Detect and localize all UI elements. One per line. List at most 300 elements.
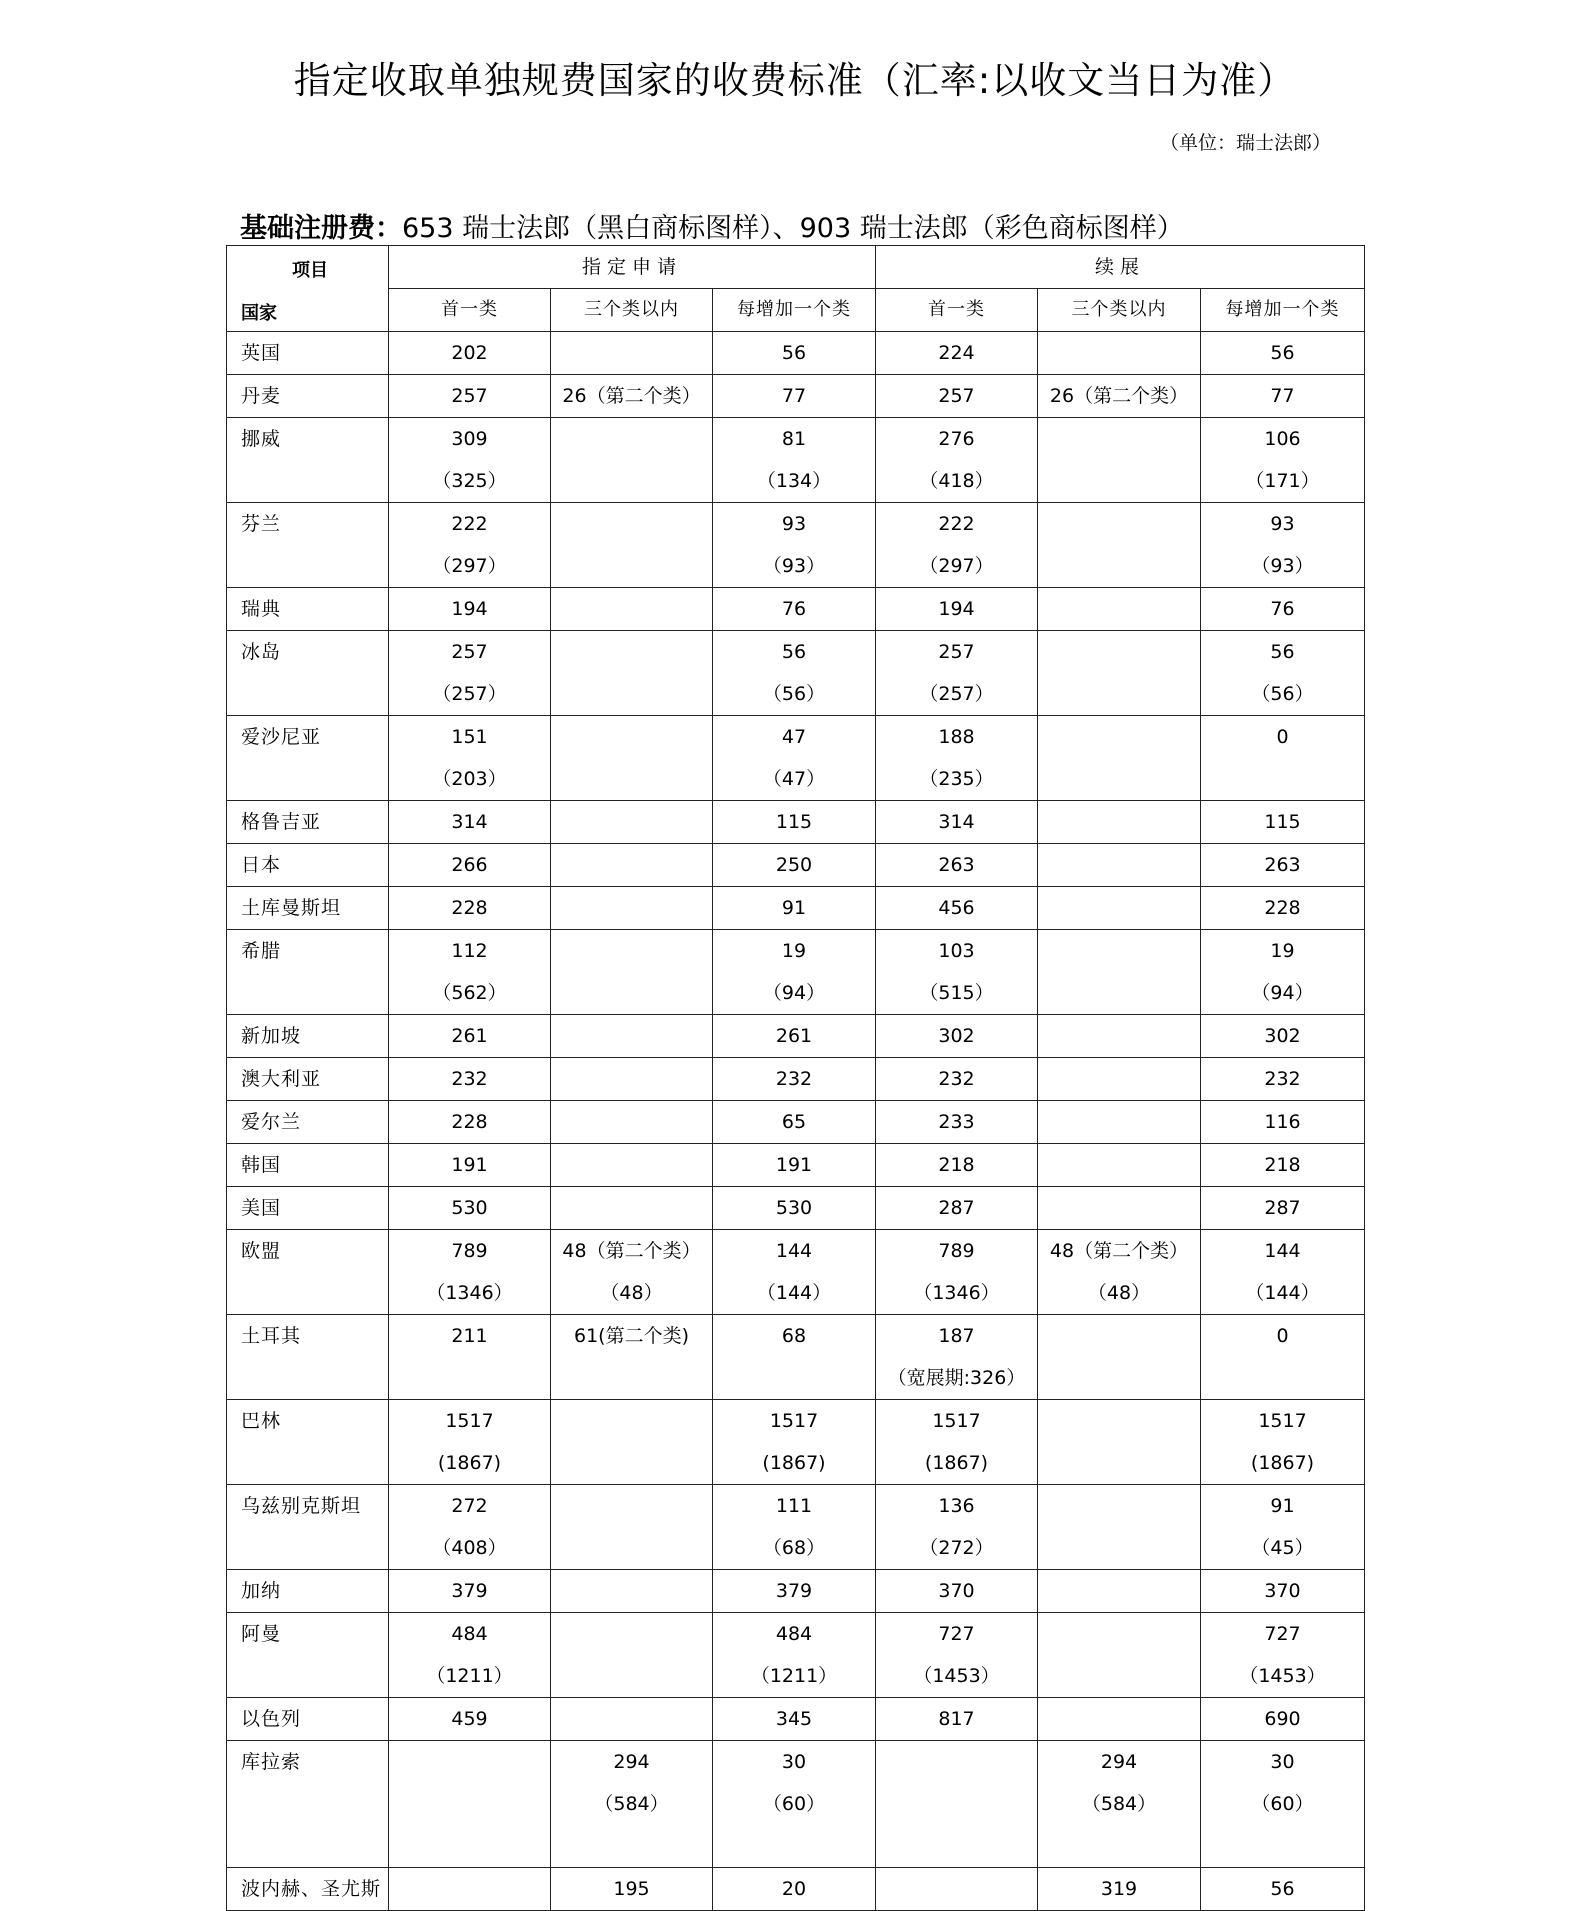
fee-value-secondary: （584） xyxy=(594,1793,669,1815)
fee-value xyxy=(1038,1485,1200,1527)
table-row xyxy=(227,1400,1365,1485)
fee-cell-designation-first-class xyxy=(389,887,551,930)
fee-cell-designation-each-additional xyxy=(713,1144,876,1187)
fee-value: 261 xyxy=(451,1025,488,1047)
fee-cell-renewal-within-three xyxy=(1038,375,1201,418)
fee-value-secondary: （94） xyxy=(762,982,826,1004)
fee-value-secondary: （60） xyxy=(1251,1793,1314,1815)
fee-value xyxy=(551,1485,712,1527)
table-row xyxy=(227,1485,1365,1570)
fee-cell-renewal-each-additional xyxy=(1201,1698,1365,1741)
fee-value: 379 xyxy=(451,1580,488,1602)
fee-value: 187 xyxy=(938,1325,975,1347)
fee-value: 93 xyxy=(781,513,807,535)
fee-cell-renewal-within-three xyxy=(1038,332,1201,375)
table-row xyxy=(227,1315,1365,1400)
fee-value xyxy=(551,801,712,843)
fee-cell-designation-each-additional xyxy=(713,631,876,716)
fee-value xyxy=(1038,332,1200,374)
fee-value: 484 xyxy=(775,1623,813,1645)
fee-cell-renewal-each-additional xyxy=(1201,375,1365,418)
fee-value-secondary: （203） xyxy=(432,768,507,790)
basic-fee-text: 653 瑞士法郎（黑白商标图样）、903 瑞士法郎（彩色商标图样） xyxy=(402,213,1184,244)
fee-value-secondary: （257） xyxy=(432,683,507,705)
fee-value xyxy=(551,503,712,545)
unit-note: （单位：瑞士法郎） xyxy=(1159,132,1331,154)
fee-cell-renewal-within-three xyxy=(1038,930,1201,1015)
fee-value: 459 xyxy=(451,1708,488,1730)
fee-value: 48（第二个类） xyxy=(562,1240,701,1262)
fee-value: 345 xyxy=(775,1708,813,1730)
fee-value xyxy=(1038,1400,1200,1442)
fee-value: 136 xyxy=(938,1495,975,1517)
fee-value-secondary: （144） xyxy=(756,1282,832,1304)
fee-cell-designation-first-class xyxy=(389,1015,551,1058)
country-name: 以色列 xyxy=(227,1698,389,1741)
fee-value: 257 xyxy=(451,385,488,407)
fee-cell-renewal-within-three xyxy=(1038,1230,1201,1315)
header-designation-first-class: 首一类 xyxy=(389,289,551,332)
fee-value: 144 xyxy=(775,1240,813,1262)
fee-value-secondary: （325） xyxy=(432,470,507,492)
fee-value: 115 xyxy=(775,811,813,833)
fee-value: 106 xyxy=(1264,428,1301,450)
country-name: 冰岛 xyxy=(227,631,389,716)
fee-cell-renewal-within-three xyxy=(1038,1400,1201,1485)
fee-cell-renewal-first-class xyxy=(876,844,1038,887)
fee-value: 195 xyxy=(613,1878,650,1900)
fee-cell-designation-each-additional xyxy=(713,844,876,887)
fee-value: 56 xyxy=(781,641,807,663)
fee-value-secondary: （60） xyxy=(762,1793,826,1815)
country-name: 土库曼斯坦 xyxy=(227,887,389,930)
fee-value: 727 xyxy=(938,1623,975,1645)
fee-value-secondary: （1453） xyxy=(1239,1665,1326,1687)
fee-value xyxy=(1038,1144,1200,1186)
country-name: 阿曼 xyxy=(227,1613,389,1698)
fee-value-secondary: （297） xyxy=(432,555,507,577)
fee-value xyxy=(876,1741,1037,1783)
fee-cell-designation-each-additional xyxy=(713,1015,876,1058)
fee-value: 218 xyxy=(1264,1154,1301,1176)
fee-cell-renewal-within-three xyxy=(1038,844,1201,887)
page-title: 指定收取单独规费国家的收费标准（汇率:以收文当日为准） xyxy=(293,59,1296,102)
fee-value xyxy=(1038,1187,1200,1229)
fee-value-secondary: （93） xyxy=(1251,555,1314,577)
country-name: 芬兰 xyxy=(227,503,389,588)
fee-value-secondary: （宽展期:326） xyxy=(887,1367,1026,1389)
fee-value: 1517 xyxy=(932,1410,981,1432)
fee-value: 261 xyxy=(775,1025,813,1047)
fee-cell-renewal-each-additional xyxy=(1201,930,1365,1015)
fee-value: 91 xyxy=(781,897,807,919)
table-row xyxy=(227,1698,1365,1741)
fee-value xyxy=(1038,418,1200,460)
fee-value-secondary: （408） xyxy=(432,1537,507,1559)
fee-cell-designation-first-class xyxy=(389,716,551,801)
fee-cell-designation-within-three xyxy=(551,1613,713,1698)
fee-cell-designation-first-class xyxy=(389,844,551,887)
fee-value-secondary xyxy=(551,1825,712,1867)
fee-cell-designation-first-class xyxy=(389,1230,551,1315)
fee-cell-renewal-each-additional xyxy=(1201,1570,1365,1613)
fee-value xyxy=(1038,1101,1200,1143)
fee-value-secondary: (1867) xyxy=(762,1452,826,1474)
fee-cell-designation-each-additional xyxy=(713,1741,876,1868)
fee-value: 26（第二个类） xyxy=(562,385,701,407)
fee-value-secondary: （144） xyxy=(1245,1282,1320,1304)
fee-cell-designation-within-three xyxy=(551,887,713,930)
fee-value: 77 xyxy=(781,385,807,407)
fee-value xyxy=(551,588,712,630)
fee-value: 191 xyxy=(775,1154,813,1176)
fee-value xyxy=(1038,1698,1200,1740)
fee-value-secondary: （48） xyxy=(600,1282,663,1304)
fee-cell-designation-each-additional xyxy=(713,887,876,930)
fee-value xyxy=(1038,930,1200,972)
country-name: 希腊 xyxy=(227,930,389,1015)
table-row xyxy=(227,801,1365,844)
fee-table-body xyxy=(227,332,1365,1911)
fee-value-secondary: （94） xyxy=(1251,982,1314,1004)
table-row xyxy=(227,1015,1365,1058)
fee-cell-renewal-within-three xyxy=(1038,801,1201,844)
fee-cell-designation-each-additional xyxy=(713,418,876,503)
table-row xyxy=(227,503,1365,588)
fee-value: 222 xyxy=(938,513,975,535)
fee-value xyxy=(389,1741,550,1783)
fee-value: 111 xyxy=(775,1495,813,1517)
fee-cell-renewal-first-class xyxy=(876,418,1038,503)
fee-cell-designation-within-three xyxy=(551,801,713,844)
fee-value-secondary: （1453） xyxy=(913,1665,1000,1687)
fee-value-secondary: （1211） xyxy=(750,1665,838,1687)
fee-cell-renewal-each-additional xyxy=(1201,1613,1365,1698)
fee-value: 484 xyxy=(451,1623,488,1645)
fee-cell-renewal-each-additional xyxy=(1201,1485,1365,1570)
header-country-label: 国家 xyxy=(241,303,277,324)
fee-cell-renewal-each-additional xyxy=(1201,716,1365,801)
fee-cell-designation-within-three xyxy=(551,418,713,503)
fee-value: 56 xyxy=(781,342,807,364)
fee-value-secondary xyxy=(389,1783,550,1825)
fee-cell-renewal-first-class xyxy=(876,1187,1038,1230)
fee-cell-renewal-first-class xyxy=(876,887,1038,930)
country-name: 欧盟 xyxy=(227,1230,389,1315)
fee-value: 151 xyxy=(451,726,488,748)
fee-cell-designation-each-additional xyxy=(713,1400,876,1485)
fee-value-secondary xyxy=(551,1357,712,1399)
fee-value: 211 xyxy=(451,1325,488,1347)
fee-cell-renewal-each-additional xyxy=(1201,1315,1365,1400)
fee-value xyxy=(551,1613,712,1655)
fee-cell-designation-each-additional xyxy=(713,375,876,418)
fee-cell-renewal-first-class xyxy=(876,588,1038,631)
country-name: 爱沙尼亚 xyxy=(227,716,389,801)
country-name: 格鲁吉亚 xyxy=(227,801,389,844)
country-name: 乌兹别克斯坦 xyxy=(227,1485,389,1570)
fee-cell-designation-first-class xyxy=(389,1741,551,1868)
fee-value: 232 xyxy=(451,1068,488,1090)
fee-value xyxy=(551,1570,712,1612)
fee-cell-renewal-first-class xyxy=(876,631,1038,716)
table-row xyxy=(227,418,1365,503)
fee-table xyxy=(226,245,1365,1911)
fee-cell-designation-first-class xyxy=(389,1485,551,1570)
fee-value: 727 xyxy=(1264,1623,1301,1645)
fee-value-secondary xyxy=(1201,758,1364,800)
fee-cell-renewal-first-class xyxy=(876,716,1038,801)
fee-cell-renewal-within-three xyxy=(1038,887,1201,930)
fee-cell-renewal-first-class xyxy=(876,1315,1038,1400)
fee-value: 272 xyxy=(451,1495,488,1517)
fee-cell-designation-within-three xyxy=(551,1101,713,1144)
fee-value: 68 xyxy=(781,1325,807,1347)
fee-cell-renewal-first-class xyxy=(876,1230,1038,1315)
header-renewal-within-three: 三个类以内 xyxy=(1038,289,1201,332)
fee-cell-designation-within-three xyxy=(551,1144,713,1187)
fee-value: 257 xyxy=(938,385,975,407)
fee-value-secondary xyxy=(876,1825,1037,1867)
fee-value: 91 xyxy=(1270,1495,1295,1517)
fee-value: 0 xyxy=(1276,1325,1289,1347)
fee-value: 228 xyxy=(1264,897,1301,919)
fee-cell-designation-within-three xyxy=(551,844,713,887)
fee-value: 232 xyxy=(775,1068,813,1090)
fee-cell-designation-first-class xyxy=(389,631,551,716)
fee-value: 19 xyxy=(781,940,807,962)
fee-value-secondary: （45） xyxy=(1251,1537,1314,1559)
header-designation-group: 指定申请 xyxy=(389,246,876,289)
fee-value xyxy=(551,930,712,972)
fee-value xyxy=(1038,1613,1200,1655)
fee-cell-renewal-within-three xyxy=(1038,1101,1201,1144)
fee-cell-designation-first-class xyxy=(389,1698,551,1741)
table-row xyxy=(227,1230,1365,1315)
fee-cell-renewal-within-three xyxy=(1038,1698,1201,1741)
fee-cell-designation-each-additional xyxy=(713,1101,876,1144)
fee-value xyxy=(551,631,712,673)
fee-value-secondary: （235） xyxy=(919,768,994,790)
fee-value: 302 xyxy=(1264,1025,1301,1047)
fee-value-secondary xyxy=(713,1357,875,1399)
fee-cell-renewal-first-class xyxy=(876,930,1038,1015)
country-name: 新加坡 xyxy=(227,1015,389,1058)
fee-cell-renewal-within-three xyxy=(1038,1315,1201,1400)
fee-cell-renewal-first-class xyxy=(876,1058,1038,1101)
fee-value-secondary: （584） xyxy=(1081,1793,1157,1815)
fee-cell-renewal-each-additional xyxy=(1201,1101,1365,1144)
fee-cell-designation-each-additional xyxy=(713,716,876,801)
fee-value xyxy=(551,1187,712,1229)
fee-cell-renewal-each-additional xyxy=(1201,1868,1365,1911)
country-name: 瑞典 xyxy=(227,588,389,631)
fee-value: 194 xyxy=(451,598,488,620)
table-row xyxy=(227,844,1365,887)
fee-value: 228 xyxy=(451,1111,488,1133)
fee-value-secondary: （56） xyxy=(1251,683,1314,705)
table-row xyxy=(227,930,1365,1015)
fee-cell-renewal-first-class xyxy=(876,1698,1038,1741)
fee-value: 257 xyxy=(451,641,488,663)
fee-value-secondary: (1867) xyxy=(437,1452,502,1474)
fee-cell-renewal-within-three xyxy=(1038,588,1201,631)
fee-value-secondary xyxy=(1201,1825,1364,1867)
fee-value: 20 xyxy=(781,1878,807,1900)
basic-fee-line xyxy=(240,206,1184,245)
table-row xyxy=(227,716,1365,801)
fee-value-secondary: （1346） xyxy=(913,1282,1000,1304)
fee-cell-designation-first-class xyxy=(389,1868,551,1911)
fee-cell-designation-each-additional xyxy=(713,503,876,588)
fee-value: 287 xyxy=(938,1197,975,1219)
fee-cell-designation-within-three xyxy=(551,588,713,631)
fee-cell-designation-first-class xyxy=(389,930,551,1015)
fee-cell-renewal-each-additional xyxy=(1201,1187,1365,1230)
fee-cell-renewal-each-additional xyxy=(1201,418,1365,503)
fee-cell-renewal-each-additional xyxy=(1201,1144,1365,1187)
country-name: 土耳其 xyxy=(227,1315,389,1400)
fee-value xyxy=(551,1698,712,1740)
fee-value-secondary: （272） xyxy=(919,1537,994,1559)
fee-value: 19 xyxy=(1270,940,1295,962)
fee-value: 370 xyxy=(1264,1580,1301,1602)
fee-cell-designation-within-three xyxy=(551,332,713,375)
fee-value: 789 xyxy=(451,1240,488,1262)
fee-cell-renewal-within-three xyxy=(1038,1144,1201,1187)
fee-value: 30 xyxy=(781,1751,807,1773)
fee-value: 233 xyxy=(938,1111,975,1133)
fee-value-secondary: （257） xyxy=(919,683,994,705)
fee-cell-renewal-within-three xyxy=(1038,1187,1201,1230)
country-name: 英国 xyxy=(227,332,389,375)
fee-cell-designation-first-class xyxy=(389,1058,551,1101)
fee-cell-designation-within-three xyxy=(551,1570,713,1613)
header-designation-within-three: 三个类以内 xyxy=(551,289,713,332)
fee-value: 65 xyxy=(781,1111,807,1133)
fee-value: 144 xyxy=(1264,1240,1301,1262)
fee-cell-designation-each-additional xyxy=(713,801,876,844)
table-row xyxy=(227,1613,1365,1698)
fee-value: 263 xyxy=(1264,854,1301,876)
table-row xyxy=(227,631,1365,716)
table-row xyxy=(227,375,1365,418)
fee-cell-designation-within-three xyxy=(551,930,713,1015)
fee-value-secondary xyxy=(876,1783,1037,1825)
fee-cell-renewal-each-additional xyxy=(1201,801,1365,844)
fee-cell-renewal-first-class xyxy=(876,1144,1038,1187)
fee-cell-designation-first-class xyxy=(389,503,551,588)
fee-value-secondary: （1211） xyxy=(426,1665,513,1687)
fee-cell-designation-each-additional xyxy=(713,1058,876,1101)
fee-value-secondary: （297） xyxy=(919,555,994,577)
fee-value: 1517 xyxy=(1258,1410,1307,1432)
header-item-label: 项目 xyxy=(292,260,328,281)
fee-cell-renewal-first-class xyxy=(876,332,1038,375)
header-corner-cell xyxy=(227,246,389,332)
fee-value: 0 xyxy=(1276,726,1289,748)
fee-cell-designation-within-three xyxy=(551,631,713,716)
fee-cell-renewal-within-three xyxy=(1038,1741,1201,1868)
table-row xyxy=(227,1144,1365,1187)
fee-value xyxy=(876,1868,1037,1910)
fee-value-secondary xyxy=(1201,1357,1364,1399)
country-name: 加纳 xyxy=(227,1570,389,1613)
fee-cell-renewal-within-three xyxy=(1038,503,1201,588)
fee-value: 456 xyxy=(938,897,975,919)
table-row xyxy=(227,332,1365,375)
fee-value-secondary: （56） xyxy=(762,683,826,705)
fee-value: 61(第二个类) xyxy=(573,1325,689,1347)
header-renewal-each-additional: 每增加一个类 xyxy=(1201,289,1365,332)
table-row xyxy=(227,1868,1365,1911)
fee-cell-renewal-first-class xyxy=(876,503,1038,588)
fee-cell-renewal-within-three xyxy=(1038,1015,1201,1058)
fee-cell-designation-each-additional xyxy=(713,1485,876,1570)
fee-value xyxy=(551,716,712,758)
table-row xyxy=(227,1187,1365,1230)
fee-value: 232 xyxy=(1264,1068,1301,1090)
fee-value: 276 xyxy=(938,428,975,450)
fee-value xyxy=(551,1101,712,1143)
fee-value: 817 xyxy=(938,1708,975,1730)
basic-fee-label: 基础注册费： xyxy=(240,213,402,244)
fee-value: 287 xyxy=(1264,1197,1301,1219)
fee-cell-renewal-each-additional xyxy=(1201,1015,1365,1058)
fee-cell-designation-within-three xyxy=(551,1400,713,1485)
country-name: 日本 xyxy=(227,844,389,887)
fee-value: 1517 xyxy=(769,1410,819,1432)
fee-value: 191 xyxy=(451,1154,488,1176)
fee-value xyxy=(1038,1015,1200,1057)
fee-cell-designation-each-additional xyxy=(713,1868,876,1911)
fee-value: 314 xyxy=(451,811,488,833)
fee-cell-renewal-first-class xyxy=(876,1868,1038,1911)
fee-value: 263 xyxy=(938,854,975,876)
fee-value xyxy=(551,1400,712,1442)
fee-value xyxy=(1038,1570,1200,1612)
fee-cell-renewal-within-three xyxy=(1038,1613,1201,1698)
fee-cell-designation-within-three xyxy=(551,716,713,801)
fee-cell-renewal-each-additional xyxy=(1201,1400,1365,1485)
fee-value: 257 xyxy=(938,641,975,663)
fee-value-secondary: （68） xyxy=(762,1537,826,1559)
fee-cell-renewal-first-class xyxy=(876,1400,1038,1485)
fee-cell-designation-within-three xyxy=(551,375,713,418)
fee-value: 222 xyxy=(451,513,488,535)
fee-cell-designation-first-class xyxy=(389,1613,551,1698)
fee-value xyxy=(551,887,712,929)
fee-value: 309 xyxy=(451,428,488,450)
fee-value: 266 xyxy=(451,854,488,876)
fee-cell-designation-first-class xyxy=(389,1187,551,1230)
fee-cell-designation-each-additional xyxy=(713,1570,876,1613)
fee-cell-designation-within-three xyxy=(551,1230,713,1315)
fee-value xyxy=(1038,844,1200,886)
country-name: 巴林 xyxy=(227,1400,389,1485)
fee-value: 379 xyxy=(775,1580,813,1602)
fee-cell-renewal-first-class xyxy=(876,1570,1038,1613)
fee-cell-renewal-each-additional xyxy=(1201,1741,1365,1868)
fee-value-secondary xyxy=(389,1357,550,1399)
fee-cell-designation-each-additional xyxy=(713,588,876,631)
fee-cell-designation-each-additional xyxy=(713,930,876,1015)
table-row xyxy=(227,1101,1365,1144)
fee-value xyxy=(1038,588,1200,630)
fee-cell-renewal-first-class xyxy=(876,1485,1038,1570)
fee-value-secondary xyxy=(1038,1825,1200,1867)
fee-value-secondary: （418） xyxy=(919,470,994,492)
